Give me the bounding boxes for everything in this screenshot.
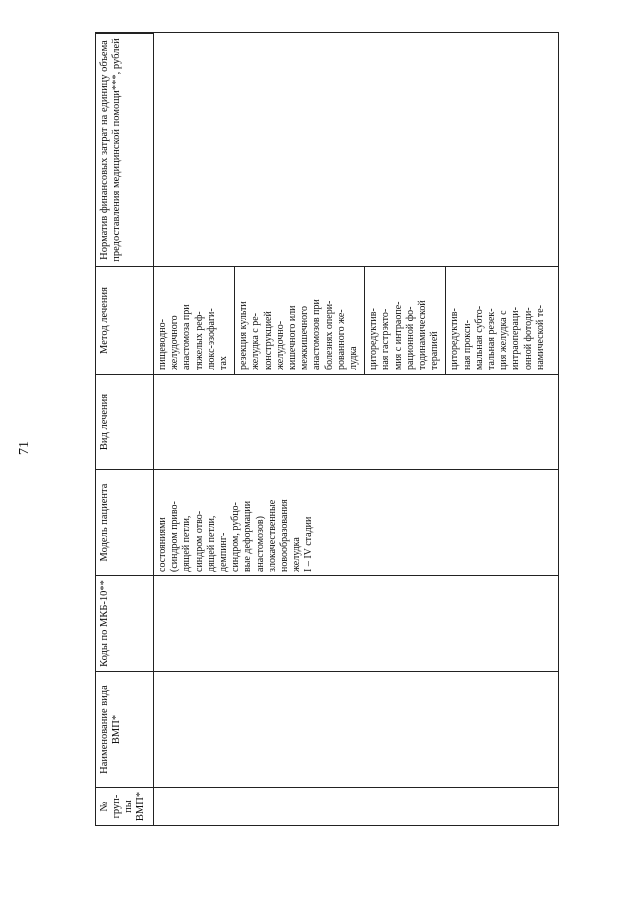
treatment-method-line: циторедуктив- <box>449 308 461 370</box>
treatment-method-line: желудочно- <box>274 320 286 370</box>
patient-model-line: (синдром приво- <box>169 501 181 572</box>
cell-vmp-name <box>154 671 558 787</box>
treatment-method-line: анастомоза при <box>181 304 193 370</box>
treatment-method-line: мальная субто- <box>473 305 485 370</box>
patient-model-line: дящей петли, <box>181 515 193 572</box>
treatment-method-line: рованного же- <box>335 309 347 370</box>
treatment-method-block <box>235 267 365 374</box>
treatment-method-line: желудочного <box>169 315 181 370</box>
header-cost-norm: Норматив финансовых затрат на единицу объема предоставления медицинской помощи***, рублей <box>96 33 154 266</box>
treatment-method-line: резекция культи <box>238 301 250 370</box>
patient-model-line: анастомозов) <box>254 516 266 572</box>
header-vmp-name: Наименование вида ВМП* <box>96 671 154 787</box>
patient-model-line: синдром отво- <box>193 510 205 572</box>
treatment-method-line: ная гастрэкто- <box>380 308 392 370</box>
cell-mkb-codes <box>154 575 558 671</box>
treatment-method-line: межкишечного <box>299 305 311 370</box>
patient-model-line: желудка <box>291 537 303 572</box>
header-group-no: № груп-пы ВМП* <box>96 787 154 825</box>
patient-model-line: состояниями <box>157 517 168 572</box>
treatment-method-line: онной фотоди- <box>522 307 534 370</box>
treatment-method-line: интраопераци- <box>510 307 522 370</box>
treatment-method-line: пищеводно- <box>157 319 168 370</box>
treatment-method-line: терапией <box>429 331 441 370</box>
vmp-table <box>95 32 559 826</box>
patient-model-line: новообразования <box>279 499 291 572</box>
header-treatment-type: Вид лечения <box>96 374 154 469</box>
table-wrapper <box>95 32 559 826</box>
treatment-method-line: мия с интраопе- <box>392 301 404 370</box>
header-mkb-codes: Коды по МКБ-10** <box>96 575 154 671</box>
treatment-method-line: циторедуктив- <box>368 308 380 370</box>
treatment-method-line: тяжелых реф- <box>193 311 205 370</box>
patient-model-line: злокачественные <box>266 499 278 572</box>
treatment-method-line: намической те- <box>534 305 546 370</box>
patient-model-line: демпинг- <box>218 532 230 572</box>
treatment-method-line: ция желудка с <box>498 310 510 370</box>
cell-patient-model <box>154 469 558 575</box>
cell-cost-norm <box>154 33 558 266</box>
cell-treatment-type <box>154 374 558 469</box>
treatment-method-line: кишечного или <box>287 305 299 370</box>
patient-model-line: вые деформации <box>242 500 254 572</box>
patient-model-line: синдром, рубцо- <box>230 502 242 572</box>
page-number: 71 <box>17 441 32 455</box>
treatment-method-block <box>154 267 235 374</box>
treatment-method-line: конструкцией <box>262 311 274 370</box>
treatment-method-line: люкс-эзофаги- <box>205 308 217 370</box>
header-treatment-method: Метод лечения <box>96 266 154 374</box>
patient-model-line: I – IV стадии <box>303 516 315 572</box>
treatment-method-line: тодинамической <box>417 300 429 370</box>
treatment-method-line: тах <box>218 356 230 370</box>
cell-group-no <box>154 787 558 825</box>
header-patient-model: Модель пациента <box>96 469 154 575</box>
treatment-method-line: лудка <box>348 346 360 370</box>
treatment-method-line: анастомозов при <box>311 299 323 370</box>
treatment-method-line: рационной фо- <box>404 306 416 370</box>
patient-model-line: дящей петли, <box>205 515 217 572</box>
treatment-method-line: тальная резек- <box>486 308 498 370</box>
cell-treatment-method <box>154 266 558 374</box>
treatment-method-line: ная прокси- <box>461 320 473 370</box>
treatment-method-block <box>446 267 551 374</box>
treatment-method-line: болезнях опери- <box>323 300 335 370</box>
treatment-method-line: желудка с ре- <box>250 312 262 370</box>
treatment-method-block <box>365 267 446 374</box>
